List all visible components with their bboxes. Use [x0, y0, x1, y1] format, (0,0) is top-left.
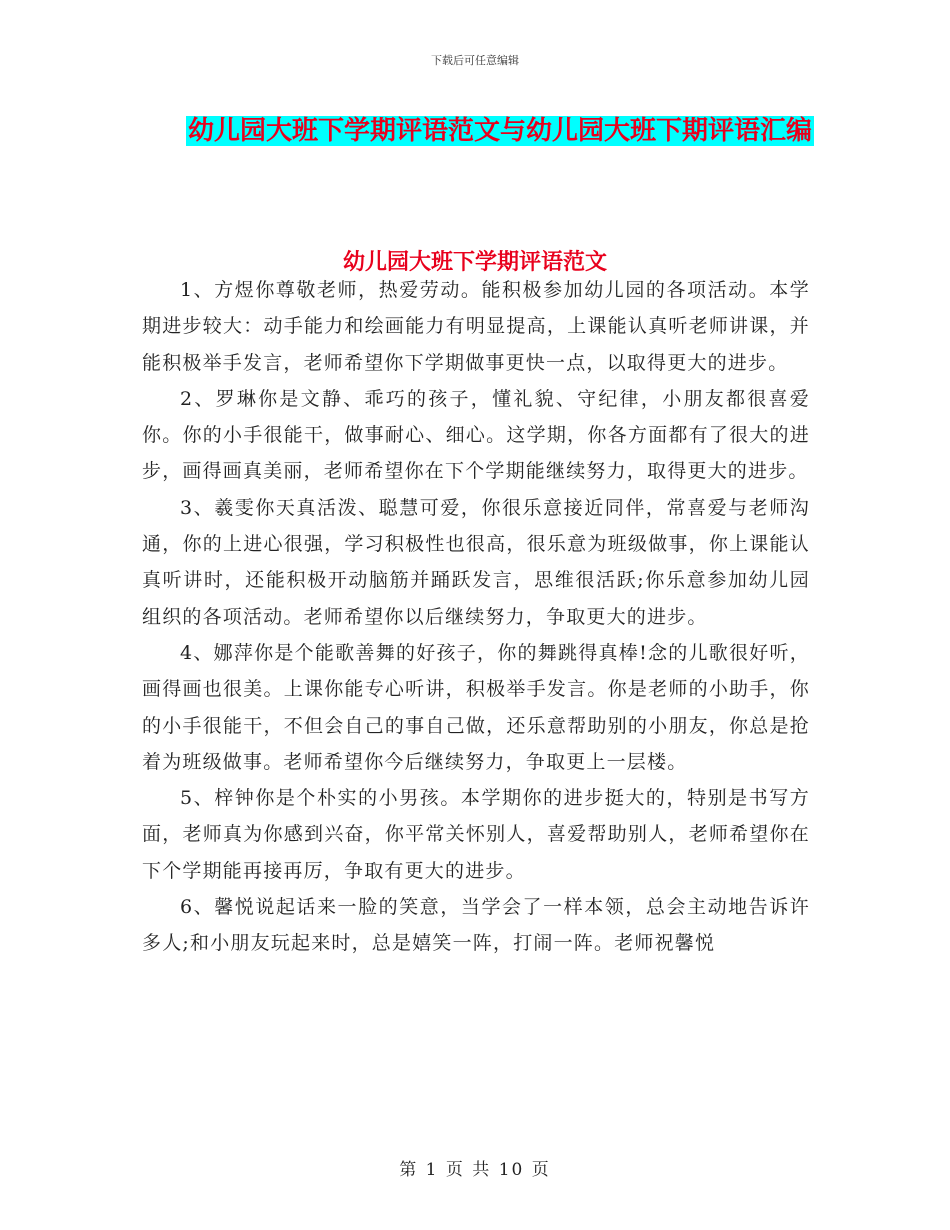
paragraph-5: 5、梓钟你是个朴实的小男孩。本学期你的进步挺大的，特别是书写方面，老师真为你感到兴奋，你平常关怀别人，喜爱帮助别人，老师希望你在下个学期能再接再厉，争取有更大的进步。 — [142, 787, 810, 882]
body-text — [142, 272, 810, 962]
paragraph-4: 4、娜萍你是个能歌善舞的好孩子，你的舞跳得真棒!念的儿歌很好听，画得画也很美。上课你能专心听讲，积极举手发言。你是老师的小助手，你的小手很能干，不但会自己的事自己做，还乐意帮助别的小朋友，你总是抢着为班级做事。老师希望你今后继续努力，争取更上一层楼。 — [142, 641, 810, 773]
paragraph-6: 6、馨悦说起话来一脸的笑意，当学会了一样本领，总会主动地告诉许多人;和小朋友玩起来时，总是嬉笑一阵，打闹一阵。老师祝馨悦 — [142, 896, 810, 955]
header-note: 下载后可任意编辑 — [431, 54, 519, 67]
paragraph-1: 1、方煜你尊敬老师，热爱劳动。能积极参加幼儿园的各项活动。本学期进步较大：动手能力和绘画能力有明显提高，上课能认真听老师讲课，并能积极举手发言，老师希望你下学期做事更快一点，以取得更大的进步。 — [142, 279, 810, 374]
document-title-text: 幼儿园大班下学期评语范文与幼儿园大班下期评语汇编 — [187, 116, 812, 146]
page-number-footer: 第 1 页 共 10 页 — [399, 1160, 551, 1180]
document-title — [170, 108, 830, 154]
paragraph-3: 3、羲雯你天真活泼、聪慧可爱，你很乐意接近同伴，常喜爱与老师沟通，你的上进心很强，学习积极性也很高，很乐意为班级做事，你上课能认真听讲时，还能积极开动脑筋并踊跃发言，思维很活跃;你乐意参加幼儿园组织的各项活动。老师希望你以后继续努力，争取更大的进步。 — [142, 496, 810, 628]
paragraph-2: 2、罗琳你是文静、乖巧的孩子，懂礼貌、守纪律，小朋友都很喜爱你。你的小手很能干，做事耐心、细心。这学期，你各方面都有了很大的进步，画得画真美丽，老师希望你在下个学期能继续努力，取得更大的进步。 — [142, 387, 810, 483]
section-title: 幼儿园大班下学期评语范文 — [342, 250, 607, 275]
